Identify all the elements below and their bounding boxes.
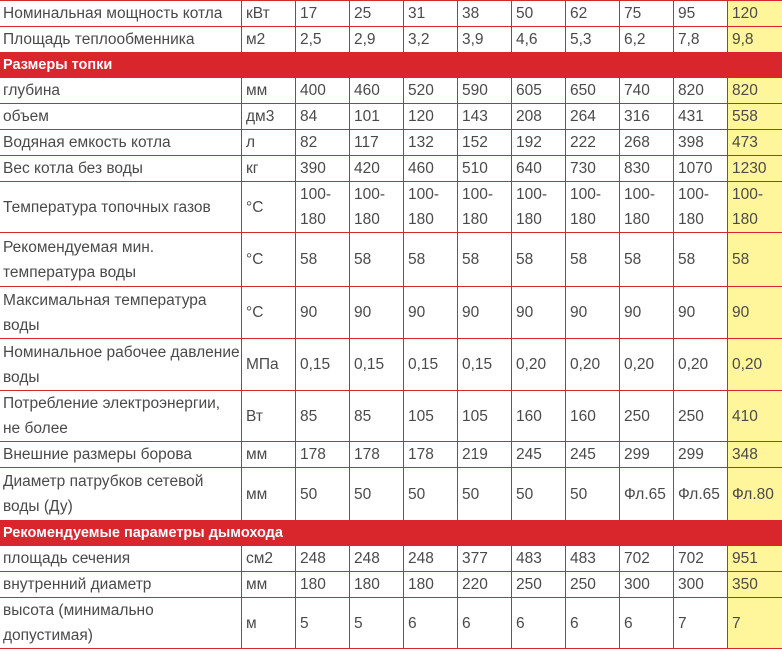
table-row	[0, 287, 782, 339]
value-cell: 350	[728, 572, 782, 598]
value-cell: 120	[728, 1, 782, 27]
value-cell: 702	[674, 546, 728, 572]
value-cell: 192	[512, 130, 566, 156]
value-cell: 3,2	[404, 27, 458, 53]
value-cell: Фл.80	[728, 468, 782, 521]
unit-cell: °С	[242, 233, 296, 287]
parameter-label: Потребление электроэнергии, не более	[0, 391, 242, 442]
value-cell: 4,6	[512, 27, 566, 53]
value-cell: 58	[404, 233, 458, 287]
value-cell: 100-180	[512, 182, 566, 233]
value-cell: Фл.65	[620, 468, 674, 521]
unit-cell: °С	[242, 287, 296, 339]
value-cell: 0,20	[674, 339, 728, 391]
value-cell: Фл.65	[674, 468, 728, 521]
unit-cell: м	[242, 598, 296, 649]
value-cell: 6,2	[620, 27, 674, 53]
value-cell: 100-180	[350, 182, 404, 233]
table-row	[0, 339, 782, 391]
value-cell: 0,20	[620, 339, 674, 391]
value-cell: 90	[296, 287, 350, 339]
value-cell: 160	[566, 391, 620, 442]
table-row	[0, 182, 782, 233]
parameter-label: Внешние размеры борова	[0, 442, 242, 468]
table-row	[0, 78, 782, 104]
value-cell: 390	[296, 156, 350, 182]
value-cell: 483	[566, 546, 620, 572]
value-cell: 483	[512, 546, 566, 572]
value-cell: 250	[566, 572, 620, 598]
value-cell: 90	[566, 287, 620, 339]
unit-cell: мм	[242, 442, 296, 468]
parameter-label: Максимальная температура воды	[0, 287, 242, 339]
value-cell: 38	[458, 1, 512, 27]
section-title: Размеры топки	[0, 53, 782, 78]
value-cell: 6	[620, 598, 674, 649]
parameter-label: Номинальная мощность котла	[0, 1, 242, 27]
value-cell: 90	[404, 287, 458, 339]
value-cell: 152	[458, 130, 512, 156]
unit-cell: л	[242, 130, 296, 156]
value-cell: 6	[404, 598, 458, 649]
unit-cell: дм3	[242, 104, 296, 130]
value-cell: 105	[404, 391, 458, 442]
value-cell: 250	[512, 572, 566, 598]
value-cell: 31	[404, 1, 458, 27]
value-cell: 132	[404, 130, 458, 156]
value-cell: 248	[296, 546, 350, 572]
value-cell: 640	[512, 156, 566, 182]
value-cell: 90	[458, 287, 512, 339]
table-row	[0, 442, 782, 468]
value-cell: 0,15	[404, 339, 458, 391]
value-cell: 3,9	[458, 27, 512, 53]
value-cell: 250	[620, 391, 674, 442]
table-row	[0, 546, 782, 572]
value-cell: 100-180	[728, 182, 782, 233]
value-cell: 25	[350, 1, 404, 27]
section-header-row	[0, 53, 782, 78]
value-cell: 75	[620, 1, 674, 27]
value-cell: 84	[296, 104, 350, 130]
value-cell: 100-180	[674, 182, 728, 233]
value-cell: 300	[620, 572, 674, 598]
value-cell: 178	[404, 442, 458, 468]
value-cell: 180	[350, 572, 404, 598]
value-cell: 299	[620, 442, 674, 468]
value-cell: 58	[674, 233, 728, 287]
value-cell: 178	[350, 442, 404, 468]
table-row	[0, 468, 782, 521]
value-cell: 605	[512, 78, 566, 104]
value-cell: 7,8	[674, 27, 728, 53]
unit-cell: мм	[242, 468, 296, 521]
value-cell: 0,15	[296, 339, 350, 391]
value-cell: 268	[620, 130, 674, 156]
value-cell: 520	[404, 78, 458, 104]
value-cell: 219	[458, 442, 512, 468]
value-cell: 85	[296, 391, 350, 442]
value-cell: 50	[458, 468, 512, 521]
value-cell: 1230	[728, 156, 782, 182]
value-cell: 0,15	[458, 339, 512, 391]
parameter-label: глубина	[0, 78, 242, 104]
value-cell: 420	[350, 156, 404, 182]
value-cell: 58	[728, 233, 782, 287]
unit-cell: мм	[242, 78, 296, 104]
table-row	[0, 130, 782, 156]
value-cell: 0,15	[350, 339, 404, 391]
value-cell: 62	[566, 1, 620, 27]
table-row	[0, 391, 782, 442]
parameter-label: объем	[0, 104, 242, 130]
value-cell: 245	[566, 442, 620, 468]
spec-table-body	[0, 1, 782, 649]
value-cell: 740	[620, 78, 674, 104]
value-cell: 100-180	[620, 182, 674, 233]
value-cell: 300	[674, 572, 728, 598]
parameter-label: внутренний диаметр	[0, 572, 242, 598]
unit-cell: м2	[242, 27, 296, 53]
value-cell: 90	[728, 287, 782, 339]
value-cell: 6	[566, 598, 620, 649]
unit-cell: см2	[242, 546, 296, 572]
value-cell: 58	[296, 233, 350, 287]
parameter-label: Диаметр патрубков сетевой воды (Ду)	[0, 468, 242, 521]
value-cell: 245	[512, 442, 566, 468]
value-cell: 222	[566, 130, 620, 156]
unit-cell: кВт	[242, 1, 296, 27]
section-header-row	[0, 521, 782, 546]
table-row	[0, 104, 782, 130]
value-cell: 650	[566, 78, 620, 104]
value-cell: 58	[350, 233, 404, 287]
value-cell: 120	[404, 104, 458, 130]
value-cell: 398	[674, 130, 728, 156]
value-cell: 5,3	[566, 27, 620, 53]
table-row	[0, 156, 782, 182]
table-row	[0, 598, 782, 649]
value-cell: 400	[296, 78, 350, 104]
value-cell: 90	[620, 287, 674, 339]
unit-cell: Вт	[242, 391, 296, 442]
parameter-label: Рекомендуемая мин. температура воды	[0, 233, 242, 287]
value-cell: 95	[674, 1, 728, 27]
value-cell: 50	[296, 468, 350, 521]
value-cell: 7	[674, 598, 728, 649]
value-cell: 348	[728, 442, 782, 468]
value-cell: 0,20	[512, 339, 566, 391]
value-cell: 58	[512, 233, 566, 287]
value-cell: 100-180	[458, 182, 512, 233]
unit-cell: мм	[242, 572, 296, 598]
value-cell: 208	[512, 104, 566, 130]
value-cell: 2,9	[350, 27, 404, 53]
value-cell: 460	[350, 78, 404, 104]
unit-cell: кг	[242, 156, 296, 182]
value-cell: 7	[728, 598, 782, 649]
value-cell: 50	[566, 468, 620, 521]
value-cell: 299	[674, 442, 728, 468]
value-cell: 101	[350, 104, 404, 130]
parameter-label: Номинальное рабочее давление воды	[0, 339, 242, 391]
parameter-label: Площадь теплообменника	[0, 27, 242, 53]
value-cell: 90	[512, 287, 566, 339]
value-cell: 180	[296, 572, 350, 598]
value-cell: 143	[458, 104, 512, 130]
value-cell: 2,5	[296, 27, 350, 53]
section-title: Рекомендуемые параметры дымохода	[0, 521, 782, 546]
value-cell: 5	[350, 598, 404, 649]
parameter-label: площадь сечения	[0, 546, 242, 572]
value-cell: 50	[512, 1, 566, 27]
value-cell: 702	[620, 546, 674, 572]
parameter-label: Водяная емкость котла	[0, 130, 242, 156]
value-cell: 820	[728, 78, 782, 104]
value-cell: 0,20	[566, 339, 620, 391]
parameter-label: высота (минимально допустимая)	[0, 598, 242, 649]
table-row	[0, 233, 782, 287]
value-cell: 90	[674, 287, 728, 339]
value-cell: 117	[350, 130, 404, 156]
value-cell: 105	[458, 391, 512, 442]
table-row	[0, 1, 782, 27]
value-cell: 6	[458, 598, 512, 649]
value-cell: 100-180	[566, 182, 620, 233]
value-cell: 58	[620, 233, 674, 287]
value-cell: 178	[296, 442, 350, 468]
value-cell: 17	[296, 1, 350, 27]
value-cell: 248	[350, 546, 404, 572]
value-cell: 264	[566, 104, 620, 130]
value-cell: 50	[512, 468, 566, 521]
value-cell: 160	[512, 391, 566, 442]
value-cell: 460	[404, 156, 458, 182]
value-cell: 510	[458, 156, 512, 182]
value-cell: 820	[674, 78, 728, 104]
value-cell: 248	[404, 546, 458, 572]
value-cell: 377	[458, 546, 512, 572]
unit-cell: °С	[242, 182, 296, 233]
value-cell: 951	[728, 546, 782, 572]
table-row	[0, 572, 782, 598]
value-cell: 0,20	[728, 339, 782, 391]
parameter-label: Температура топочных газов	[0, 182, 242, 233]
value-cell: 473	[728, 130, 782, 156]
value-cell: 100-180	[404, 182, 458, 233]
value-cell: 558	[728, 104, 782, 130]
value-cell: 250	[674, 391, 728, 442]
value-cell: 830	[620, 156, 674, 182]
value-cell: 100-180	[296, 182, 350, 233]
value-cell: 180	[404, 572, 458, 598]
unit-cell: МПа	[242, 339, 296, 391]
parameter-label: Вес котла без воды	[0, 156, 242, 182]
value-cell: 5	[296, 598, 350, 649]
value-cell: 220	[458, 572, 512, 598]
value-cell: 590	[458, 78, 512, 104]
value-cell: 6	[512, 598, 566, 649]
value-cell: 316	[620, 104, 674, 130]
value-cell: 50	[350, 468, 404, 521]
value-cell: 90	[350, 287, 404, 339]
value-cell: 82	[296, 130, 350, 156]
value-cell: 50	[404, 468, 458, 521]
value-cell: 58	[458, 233, 512, 287]
table-row	[0, 27, 782, 53]
value-cell: 730	[566, 156, 620, 182]
value-cell: 85	[350, 391, 404, 442]
value-cell: 58	[566, 233, 620, 287]
value-cell: 431	[674, 104, 728, 130]
value-cell: 1070	[674, 156, 728, 182]
value-cell: 9,8	[728, 27, 782, 53]
value-cell: 410	[728, 391, 782, 442]
